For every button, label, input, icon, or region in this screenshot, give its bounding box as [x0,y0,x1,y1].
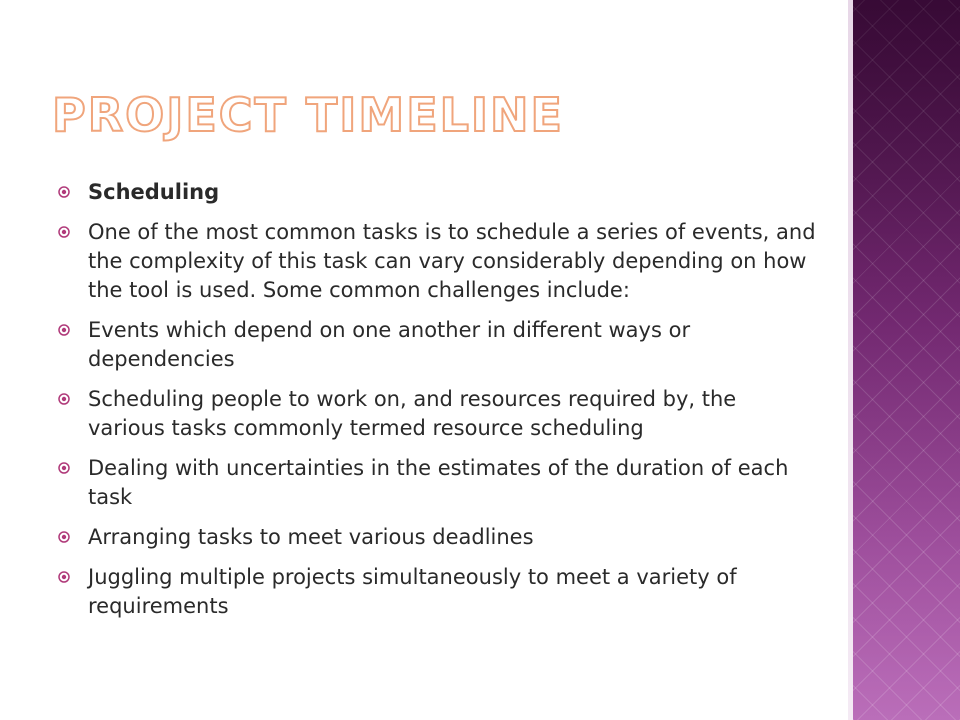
bullet-text: Dealing with uncertainties in the estimates of the duration of each task [88,456,789,509]
bullet-text: Scheduling people to work on, and resources required by, the various tasks commonly termed resource scheduling [88,387,737,440]
bullet-item [58,178,818,207]
slide-title: PROJECT TIMELINE [52,88,564,142]
bullet-text: Arranging tasks to meet various deadlines [88,525,534,549]
bullet-text: Events which depend on one another in different ways or dependencies [88,318,691,371]
bullet-item [58,563,818,621]
decorative-side-band [853,0,960,720]
circled-dot-icon [58,531,70,543]
bullet-item [58,523,818,552]
bullet-list [58,178,818,632]
bullet-item [58,218,818,305]
bullet-text: Scheduling [88,180,220,204]
circled-dot-icon [58,462,70,474]
bullet-text: Juggling multiple projects simultaneously to meet a variety of requirements [88,565,737,618]
bullet-text: One of the most common tasks is to schedule a series of events, and the complexity of this task can vary considerably depending on how the tool is used. Some common challenges include: [88,220,816,302]
circled-dot-icon [58,324,70,336]
bullet-item [58,385,818,443]
circled-dot-icon [58,226,70,238]
circled-dot-icon [58,186,70,198]
bullet-item [58,454,818,512]
bullet-item [58,316,818,374]
circled-dot-icon [58,571,70,583]
circled-dot-icon [58,393,70,405]
